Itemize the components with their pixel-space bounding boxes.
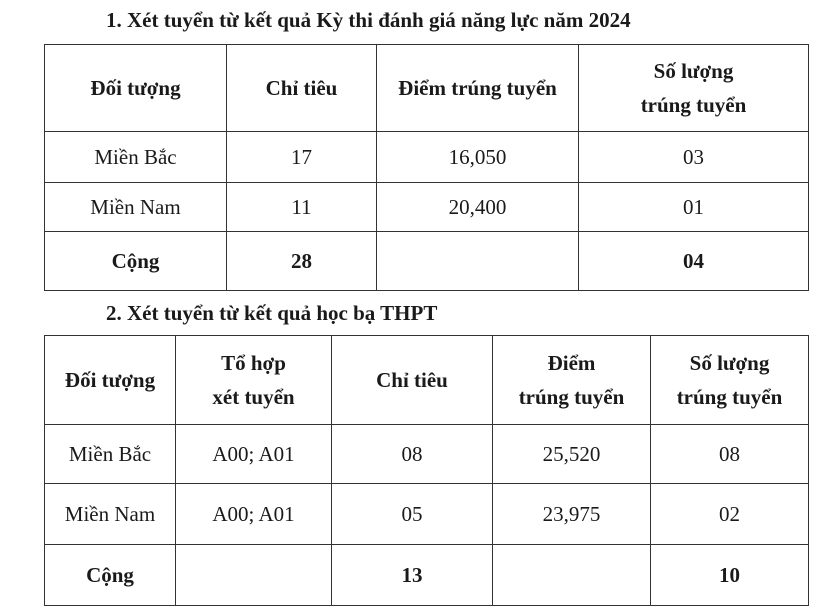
cell-quota: 11 <box>227 183 377 232</box>
cell-quota: 08 <box>332 425 493 484</box>
header-subject: Đối tượng <box>45 45 227 132</box>
table-row <box>45 484 809 545</box>
total-quota: 28 <box>227 232 377 291</box>
cell-subject: Miền Nam <box>45 484 176 545</box>
cell-subject: Miền Nam <box>45 183 227 232</box>
header-score-line2: trúng tuyển <box>518 385 625 409</box>
table-header-row <box>45 45 809 132</box>
cell-admitted: 01 <box>579 183 809 232</box>
header-quota: Chỉ tiêu <box>227 45 377 132</box>
section1-heading: 1. Xét tuyển từ kết quả Kỳ thi đánh giá năng lực năm 2024 <box>106 8 631 32</box>
header-admitted-line2: trúng tuyển <box>640 93 747 117</box>
cell-admitted: 02 <box>651 484 809 545</box>
header-admitted-line1: Số lượng <box>653 59 734 83</box>
transcript-table <box>44 335 809 606</box>
total-admitted: 04 <box>579 232 809 291</box>
header-admitted-line1: Số lượng <box>689 351 770 375</box>
total-label: Cộng <box>45 545 176 606</box>
header-combo-line2: xét tuyển <box>212 385 295 409</box>
cell-admitted: 03 <box>579 132 809 183</box>
cell-quota: 17 <box>227 132 377 183</box>
header-score <box>493 336 651 425</box>
header-combo-line1: Tổ hợp <box>221 351 286 375</box>
cell-subject: Miền Bắc <box>45 425 176 484</box>
header-admitted-line2: trúng tuyển <box>676 385 783 409</box>
table-row <box>45 183 809 232</box>
cell-score: 23,975 <box>493 484 651 545</box>
cell-score: 16,050 <box>377 132 579 183</box>
cell-combo: A00; A01 <box>176 425 332 484</box>
table-total-row <box>45 232 809 291</box>
table-row <box>45 132 809 183</box>
table-total-row <box>45 545 809 606</box>
total-admitted: 10 <box>651 545 809 606</box>
cell-quota: 05 <box>332 484 493 545</box>
header-admitted <box>651 336 809 425</box>
total-combo <box>176 545 332 606</box>
total-score <box>377 232 579 291</box>
header-score: Điểm trúng tuyển <box>377 45 579 132</box>
table-header-row <box>45 336 809 425</box>
cell-admitted: 08 <box>651 425 809 484</box>
total-score <box>493 545 651 606</box>
header-quota: Chỉ tiêu <box>332 336 493 425</box>
header-score-line1: Điểm <box>547 351 596 375</box>
section2-heading: 2. Xét tuyển từ kết quả học bạ THPT <box>106 301 438 325</box>
header-combo <box>176 336 332 425</box>
total-label: Cộng <box>45 232 227 291</box>
cell-score: 25,520 <box>493 425 651 484</box>
cell-score: 20,400 <box>377 183 579 232</box>
header-admitted <box>579 45 809 132</box>
table-row <box>45 425 809 484</box>
cell-combo: A00; A01 <box>176 484 332 545</box>
competency-exam-table <box>44 44 809 291</box>
total-quota: 13 <box>332 545 493 606</box>
header-subject: Đối tượng <box>45 336 176 425</box>
cell-subject: Miền Bắc <box>45 132 227 183</box>
